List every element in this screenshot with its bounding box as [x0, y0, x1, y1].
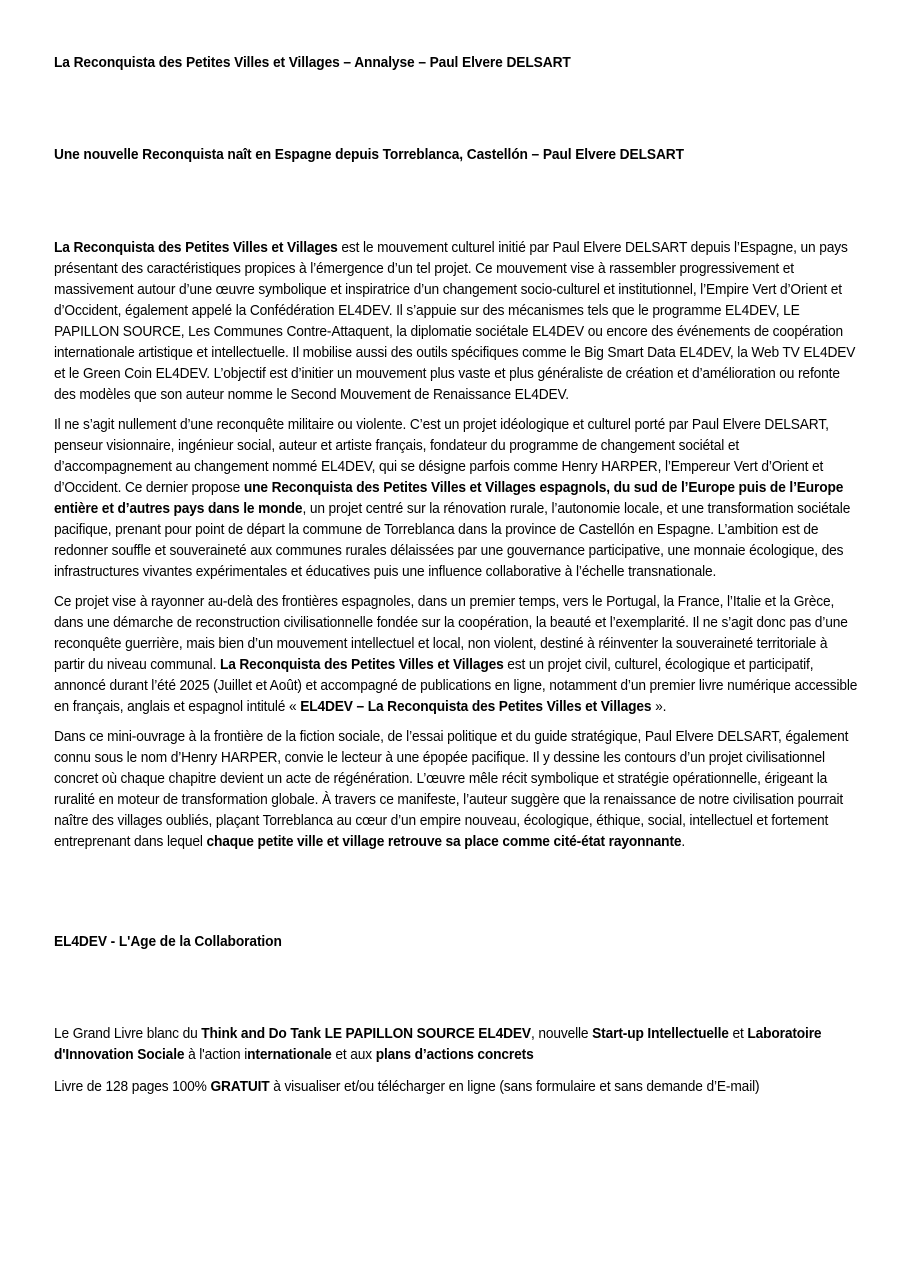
- paragraph-3-bold-d: EL4DEV – La Reconquista des Petites Villes et Villages: [300, 698, 652, 715]
- subtitle-heading: Une nouvelle Reconquista naît en Espagne depuis Torreblanca, Castellón – Paul Elvere DELSART: [54, 146, 684, 163]
- paragraph-1: [54, 237, 860, 405]
- section-heading-el4dev: EL4DEV - L'Age de la Collaboration: [54, 933, 282, 950]
- page-title: La Reconquista des Petites Villes et Villages – Annalyse – Paul Elvere DELSART: [54, 54, 571, 71]
- spacer-heading2-body: [54, 165, 860, 237]
- paragraph-5-text-a: Le Grand Livre blanc du: [54, 1025, 202, 1042]
- spacer-top: [54, 0, 860, 52]
- paragraph-4-text-c: .: [681, 833, 686, 850]
- paragraph-3-bold-b: La Reconquista des Petites Villes et Villages: [219, 656, 504, 673]
- paragraph-2-text-c: , un projet centré sur la rénovation rurale, l’autonomie locale, et une transformation sociétale pacifique, prenant pour point de départ la commune de Torreblanca dans la province de Castellón en Espagne. L’ambition est de redonner souffle et souveraineté aux communes rurales délaissées par une gouvernance participative, une monnaie écologique, des infrastructures vivantes expérimentales et éducatives puis une influence collaborative à l’échelle transnationale.: [54, 500, 851, 580]
- paragraph-4-bold-b: chaque petite ville et village retrouve sa place comme cité-état rayonnante: [206, 833, 682, 850]
- paragraph-5-bold-f: Laboratoire d'Innovation Sociale: [54, 1025, 822, 1063]
- paragraph-6-text-a: Livre de 128 pages 100%: [54, 1078, 211, 1095]
- spacer-paragraph-1-2: [54, 405, 860, 414]
- paragraph-2-bold-b: une Reconquista des Petites Villes et Villages espagnols, du sud de l’Europe puis de l’Europe entière et d’autres pays dans le monde: [54, 479, 844, 517]
- spacer-paragraph-2-3: [54, 582, 860, 591]
- paragraph-4-text-a: Dans ce mini-ouvrage à la frontière de la fiction sociale, de l’essai politique et du guide stratégique, Paul Elvere DELSART, également connu sous le nom d’Henry HARPER, convie le lecteur à une épopée pacifique. Il y dessine les contours d’un projet civilisationnel concret où chaque chapitre devient un acte de régénération. L’œuvre mêle récit symbolique et stratégie opérationnelle, érigeant la ruralité en moteur de transformation globale. À travers ce manifeste, l’auteur suggère que la renaissance de notre civilisation pourrait naître des villages oubliés, plaçant Torreblanca au cœur d’un empire nouveau, écologique, éthique, social, intellectuel et fortement entreprenant dans lequel: [54, 728, 849, 850]
- paragraph-3-text-a: Ce projet vise à rayonner au-delà des frontières espagnoles, dans un premier temps, vers le Portugal, la France, l’Italie et la Grèce, dans une démarche de reconstruction civilisationnelle fondée sur la coopération, la beauté et l’exemplarité. Il ne s’agit donc pas d’une reconquête guerrière, mais bien d’un mouvement intellectuel et local, non violent, destiné à réinventer la souveraineté territoriale à partir du niveau communal.: [54, 593, 848, 673]
- paragraph-6-text-c: à visualiser et/ou télécharger en ligne (sans formulaire et sans demande d’E-mail): [269, 1078, 760, 1095]
- spacer-paragraph-3-4: [54, 717, 860, 726]
- paragraph-3-text-e: ».: [651, 698, 667, 715]
- paragraph-4: [54, 726, 860, 852]
- spacer-paragraph-5-6: [54, 1065, 860, 1076]
- paragraph-5-text-g: à l'action i: [184, 1046, 248, 1063]
- paragraph-5-bold-h: nternationale: [247, 1046, 332, 1063]
- paragraph-3-text-c: est un projet civil, culturel, écologique et participatif, annoncé durant l’été 2025 (Juillet et Août) et accompagné de publications en ligne, notamment d’un premier livre numérique accessible en français, anglais et espagnol intitulé «: [54, 656, 858, 715]
- spacer-heading1-heading2: [54, 73, 860, 144]
- spacer-body-heading3: [54, 852, 860, 931]
- paragraph-6: [54, 1076, 860, 1097]
- paragraph-5-text-c: , nouvelle: [530, 1025, 593, 1042]
- paragraph-5-bold-d: Start-up Intellectuelle: [592, 1025, 729, 1042]
- paragraph-1-text: est le mouvement culturel initié par Paul Elvere DELSART depuis l’Espagne, un pays présentant des caractéristiques propices à l’émergence d’un tel projet. Ce mouvement vise à rassembler progressivement et massivement autour d’une œuvre symbolique et inspiratrice d’un changement socio-culturel et institutionnel, l’Empire Vert d’Orient et d’Occident, également appelé la Confédération EL4DEV. Il s’appuie sur des mécanismes tels que le programme EL4DEV, LE PAPILLON SOURCE, Les Communes Contre-Attaquent, la diplomatie sociétale EL4DEV ou encore des événements de coopération internationale artistique et intellectuelle. Il mobilise aussi des outils spécifiques comme le Big Smart Data EL4DEV, la Web TV EL4DEV et le Green Coin EL4DEV. L’objectif est d’initier un mouvement plus vaste et plus généraliste de création et d’amélioration ou refonte des modèles que son auteur nomme le Second Mouvement de Renaissance EL4DEV.: [54, 239, 856, 403]
- paragraph-5-text-e: et: [728, 1025, 748, 1042]
- paragraph-1-bold-lead: La Reconquista des Petites Villes et Villages: [54, 239, 338, 256]
- paragraph-5-bold-j: plans d’actions concrets: [375, 1046, 534, 1063]
- spacer-heading3-body: [54, 952, 860, 1023]
- paragraph-6-bold-gratuit: GRATUIT: [210, 1078, 270, 1095]
- paragraph-3: [54, 591, 860, 717]
- paragraph-5-bold-b: Think and Do Tank LE PAPILLON SOURCE EL4DEV: [201, 1025, 531, 1042]
- paragraph-5: [54, 1023, 860, 1065]
- paragraph-5-text-i: et aux: [331, 1046, 376, 1063]
- document-content: [54, 0, 860, 1097]
- paragraph-2: [54, 414, 860, 582]
- paragraph-2-text-a: Il ne s’agit nullement d’une reconquête militaire ou violente. C’est un projet idéologique et culturel porté par Paul Elvere DELSART, penseur visionnaire, ingénieur social, auteur et artiste français, fondateur du programme de changement sociétal et d’accompagnement au changement nommé EL4DEV, qui se désigne parfois comme Henry HARPER, l’Empereur Vert d’Orient et d’Occident. Ce dernier propose: [54, 416, 829, 496]
